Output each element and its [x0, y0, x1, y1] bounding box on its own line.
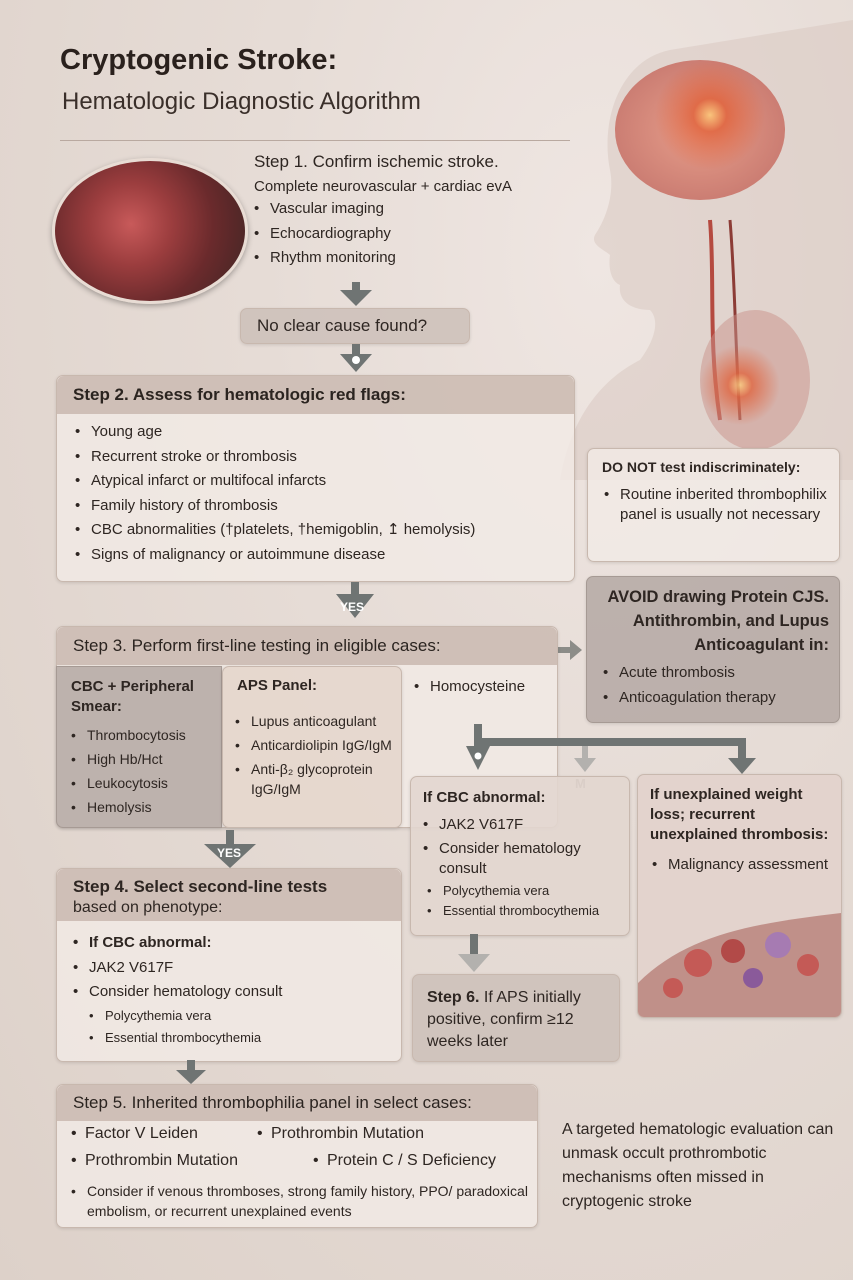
list-item: • Signs of malignancy or autoimmune disease [75, 543, 566, 568]
list-item: • Prothrombin Mutation [257, 1125, 424, 1143]
list-item: • JAK2 V617F [423, 815, 623, 835]
title-divider [60, 140, 570, 141]
step2-list [75, 420, 566, 567]
list-item: • Anti-β₂ glycoprotein IgG/IgM [235, 759, 395, 799]
cbc-abnormal-title: If CBC abnormal: [423, 789, 546, 806]
list-item: • Prothrombin Mutation [71, 1152, 238, 1170]
list-item: • Essential thrombocythemia [89, 1027, 395, 1049]
cbc-abnormal-sublist [427, 881, 625, 921]
human-figure-illustration [560, 20, 853, 480]
step4-list [73, 931, 395, 1005]
list-item: • Polycythemia vera [89, 1005, 395, 1027]
step2-box [56, 375, 575, 582]
aps-title: APS Panel: [237, 677, 318, 694]
avoid-box [586, 576, 840, 723]
homocysteine-list [414, 675, 525, 700]
list-item: • Acute thrombosis [603, 661, 831, 686]
list-item: • Family history of thrombosis [75, 494, 566, 519]
list-item: • Consider hematology consult [423, 839, 623, 879]
step1-list [254, 197, 554, 271]
list-item: • Protein C / S Deficiency [313, 1152, 496, 1170]
arrow-down-icon [336, 344, 376, 374]
list-item: • If CBC abnormal: [73, 931, 395, 956]
step6-box [412, 974, 620, 1062]
do-not-title: DO NOT test indiscriminately: [602, 459, 801, 475]
list-item: • Recurrent stroke or thrombosis [75, 445, 566, 470]
list-item: • Homocysteine [414, 675, 525, 700]
list-item: • Consider if venous thromboses, strong family history, PPO/ paradoxical embolism, or recurrent unexplained events [71, 1181, 529, 1221]
step3-title: Step 3. Perform first-line testing in eligible cases: [73, 636, 441, 655]
list-item: • Routine inberited thrombophilix panel is usually not necessary [604, 485, 829, 525]
list-item: • Anticoagulation therapy [603, 686, 831, 711]
arrow-right-icon [558, 640, 584, 660]
list-item: • Hemolysis [71, 795, 217, 819]
step6-body: If APS initially positive, confirm ≥12 weeks later [427, 989, 581, 1050]
step1-title: Step 1. Confirm ischemic stroke. [254, 152, 499, 171]
yes-label: YES [217, 846, 242, 860]
list-item: • Rhythm monitoring [254, 246, 554, 271]
arrow-down-icon [174, 1060, 208, 1086]
blood-vessel-illustration [638, 893, 841, 1017]
list-item: • Anticardiolipin IgG/IgM [235, 735, 395, 755]
cbc-abnormal-box [410, 776, 630, 936]
list-item: • Essential thrombocythemia [427, 901, 625, 921]
step4-box [56, 868, 402, 1062]
page-title: Cryptogenic Stroke: [60, 44, 338, 76]
step5-title: Step 5. Inherited thrombophilia panel in select cases: [73, 1093, 472, 1112]
step2-title: Step 2. Assess for hematologic red flags: [73, 385, 406, 404]
no-clear-cause-box [240, 308, 470, 344]
list-item: • Vascular imaging [254, 197, 554, 222]
list-item: • Malignancy assessment [652, 855, 835, 874]
list-item: • Polycythemia vera [427, 881, 625, 901]
step3-cbc-column [56, 666, 222, 828]
step6-text [427, 987, 611, 1053]
avoid-list [603, 661, 831, 710]
cbc-abnormal-list [423, 815, 623, 879]
yes-label: YES [340, 600, 365, 614]
summary-text: A targeted hematologic evaluation can unmask occult prothrombotic mechanisms often missed in cryptogenic stroke [562, 1121, 834, 1210]
step6-title: Step 6. [427, 989, 480, 1006]
list-item: • High Hb/Hct [71, 747, 217, 771]
step1-subtitle: Complete neurovascular + cardiac evA [254, 178, 513, 195]
step4-subtitle: based on phenotype: [73, 899, 223, 916]
list-item: • Young age [75, 420, 566, 445]
list-item: • Atypical infarct or multifocal infarcts [75, 469, 566, 494]
weight-loss-list [652, 855, 835, 874]
avoid-title: AVOID drawing Protein CJS. Antithrombin, and Lupus Anticoagulant in: [607, 588, 829, 654]
list-item: • Consider hematology consult [73, 980, 395, 1005]
arrow-down-icon [456, 934, 492, 974]
list-item: • JAK2 V617F [73, 956, 395, 981]
list-item: • Echocardiography [254, 222, 554, 247]
list-item: • Thrombocytosis [71, 723, 217, 747]
do-not-test-box [587, 448, 840, 562]
step5-note-list [71, 1181, 529, 1221]
list-item: • Lupus anticoagulant [235, 711, 395, 731]
aps-list [235, 711, 395, 799]
step5-box [56, 1084, 538, 1228]
list-item: • Leukocytosis [71, 771, 217, 795]
do-not-list [604, 485, 829, 525]
list-item: • Factor V Leiden [71, 1125, 198, 1143]
no-clear-cause-text: No clear cause found? [257, 316, 428, 335]
cbc-title: CBC + Peripheral Smear: [71, 678, 194, 715]
cbc-list [71, 723, 217, 819]
step4-title: Step 4. Select second-line tests [73, 877, 328, 896]
list-item: • CBC abnormalities (†platelets, †hemigoblin, ↥ hemolysis) [75, 518, 566, 543]
blood-cells-illustration [52, 158, 248, 304]
step4-sublist [89, 1005, 395, 1049]
arrow-down-icon [336, 282, 376, 308]
page-subtitle: Hematologic Diagnostic Algorithm [62, 88, 421, 115]
step3-aps-column [222, 666, 402, 828]
weight-loss-title: If unexplained weight loss; recurrent unexplained thrombosis: [650, 786, 829, 843]
weight-loss-box [637, 774, 842, 1018]
step1-block [254, 152, 554, 271]
